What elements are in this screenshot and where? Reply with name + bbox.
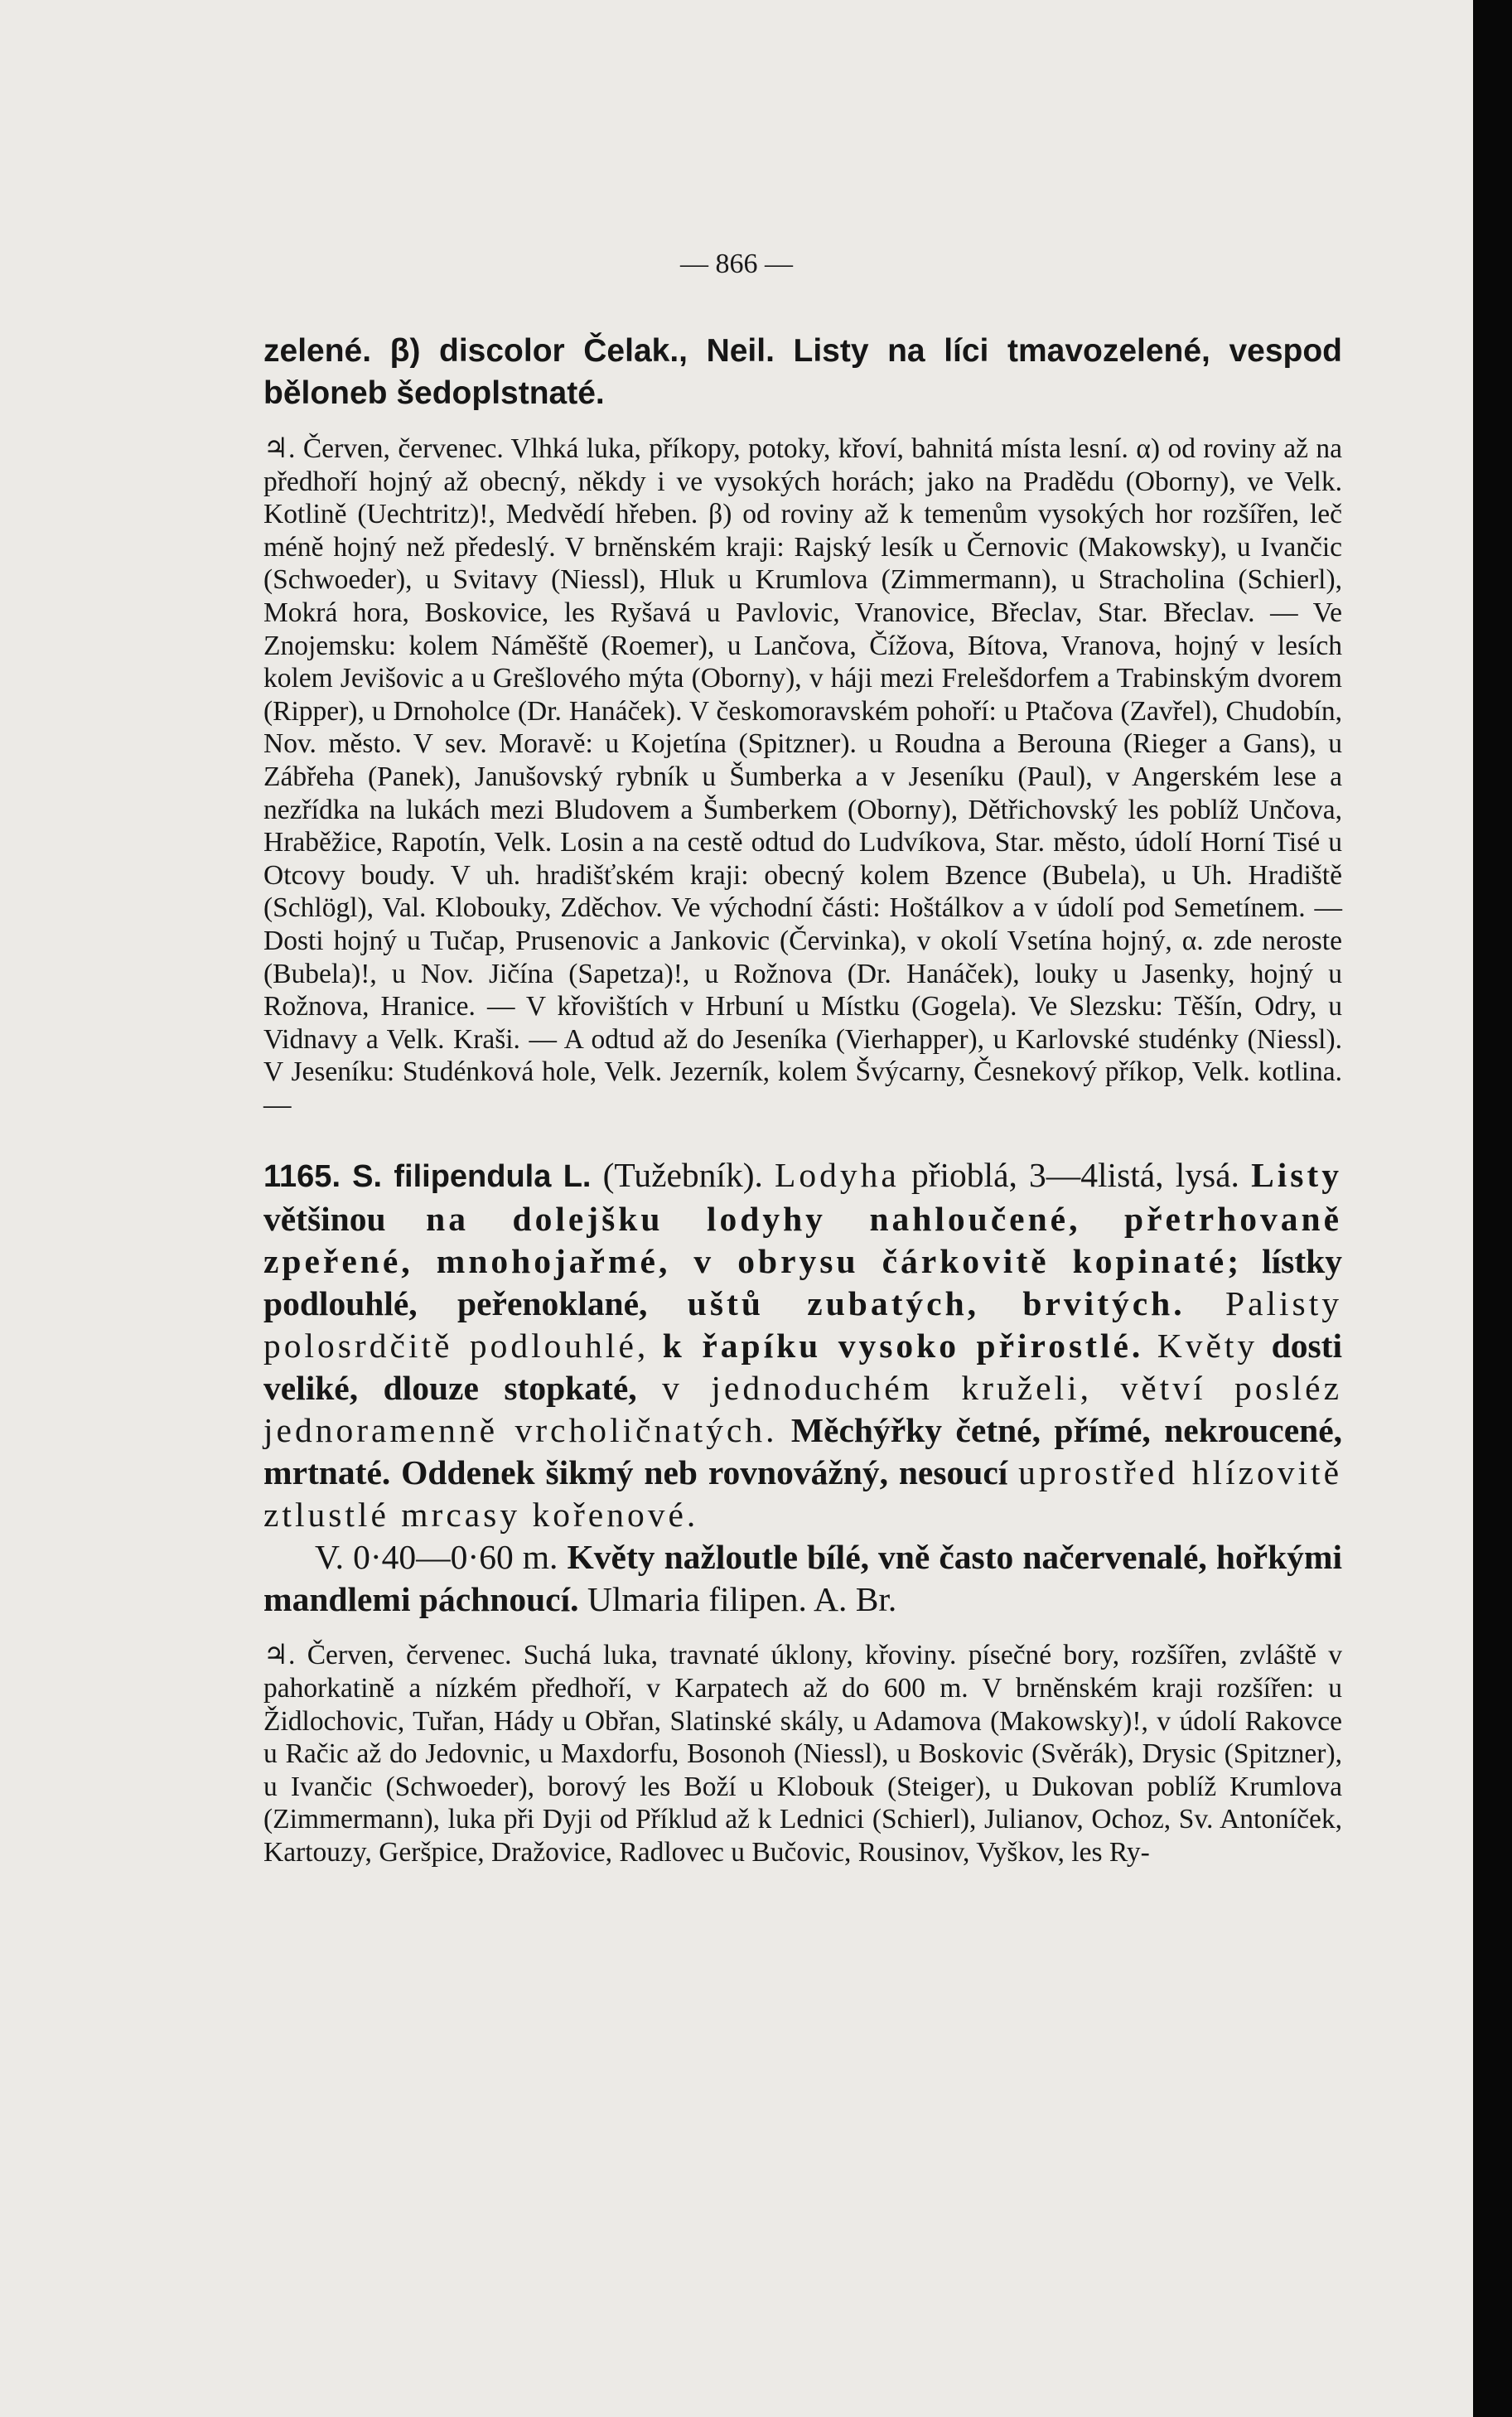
species-name: S. filipendula L. — [352, 1159, 592, 1195]
habitat-distribution-text: ♃. Červen, červenec. Vlhká luka, příkopy, potoky, křoví, bahnitá místa lesní. α) od roviny až na předhoří hojný až obecný, někdy i ve vysokých horách; jako na Pradědu (Oborny), ve Velk. Kotlině (Uechtritz)!, Medvědí hřeben. β) od roviny až k temenům vysokých hor rozšířen, leč méně hojný než předeslý. V brněnském kraji: Rajský lesík u Černovic (Makowsky), u Ivančic (Schwoeder), u Svitavy (Niessl), Hluk u Krumlova (Zimmermann), u Stracholina (Schierl), Mokrá hora, Boskovice, les Ryšavá u Pavlovic, Vranovice, Břeclav, Star. Břeclav. — Ve Znojemsku: kolem Náměště (Roemer), u Lančova, Čížova, Bítova, Vranova, hojný v lesích kolem Jevišovic a u Grešlového mýta (Oborny), v háji mezi Frelešdorfem a Trabinským dvorem (Ripper), u Drnoholce (Dr. Hanáček). V českomoravském pohoří: u Ptačova (Zavřel), Chudobín, Nov. město. V sev. Moravě: u Kojetína (Spitzner). u Roudna a Berouna (Rieger a Gans), u Zábřeha (Panek), Janušovský rybník u Šumberka a v Jeseníku (Paul), v Angerském lese a nezřídka na lukách mezi Bludovem a Šumberkem (Oborny), Dětřichovský les poblíž Unčova, Hraběžice, Rapotín, Velk. Losin a na cestě odtud do Ludvíkova, Star. město, údolí Horní Tisé u Otcovy boudy. V uh. hradišťském kraji: obecný kolem Bzence (Bubela), u Uh. Hradiště (Schlögl), Val. Klobouky, Zděchov. Ve východní části: Hoštálkov a v údolí pod Semetínem. — Dosti hojný u Tučap, Prusenovic a Jankovic (Červinka), v okolí Vsetína hojný, α. zde neroste (Bubela)!, u Nov. Jičína (Sapetza)!, u Rožnova (Dr. Hanáček), louky u Jasenky, hojný u Rožnova, Hranice. — V křovištích v Hrbuní u Místku (Gogela). Ve Slezsku: Těšín, Odry, u Vidnavy a Velk. Kraši. — A odtud až do Jeseníka (Vierhapper), u Karlovské studénky (Niessl). V Jeseníku: Studénková hole, Velk. Jezerník, kolem Švýcarny, Česnekový příkop, Velk. kotlina. — — [263, 433, 1342, 1120]
desc-listky: lístky podlouhlé, peřenoklané, — [263, 1242, 1342, 1323]
desc-palisty: Palisty — [1225, 1284, 1342, 1323]
desc-ustu: uštů zubatých, brvitých. — [687, 1284, 1186, 1323]
continuation-paragraph — [263, 433, 1342, 1121]
distribution-text: ♃. Červen, červenec. Suchá luka, travnaté úklony, křoviny. písečné bory, rozšířen, zvláště v pahorkatině a nízkém předhoří, v Karpatech až do 600 m. V brněnském kraji rozšířen: u Židlochovic, Tuřan, Hády u Obřan, Slatinské skály, u Adamova (Makowsky)!, v údolí Rakovce u Račic až do Jedovnic, u Maxdorfu, Bosonoh (Niessl), u Boskovic (Svěrák), Drysic (Spitzner), u Ivančic (Schwoeder), borový les Boží u Klobouk (Steiger), u Dukovan poblíž Krumlova (Zimmermann), luka při Dyji od Příklud až k Lednici (Schierl), Julianov, Ochoz, Sv. Antoníček, Kartouzy, Geršpice, Dražovice, Radlovec u Bučovic, Rousinov, Vyškov, les Ry- — [263, 1640, 1342, 1868]
desc-kvety-detail: dosti veliké, dlouze stopkaté, — [263, 1327, 1342, 1408]
scan-gutter — [1473, 0, 1512, 2417]
distribution-paragraph — [263, 1639, 1342, 1868]
common-name: (Tužebník). — [602, 1156, 763, 1195]
plant-size: V. 0·40—0·60 m. — [315, 1538, 558, 1577]
desc-kruzel: v jednoduchém kruželi, větví posléz jednoramenně vrcholičnatých. — [263, 1369, 1343, 1450]
desc-mrcasy: uprostřed hlízovitě ztlustlé mrcasy kořenové. — [263, 1453, 1342, 1535]
desc-lodyha-detail: přioblá, 3—4listá, lysá. — [911, 1156, 1239, 1195]
desc-vetsinou: většinou — [263, 1200, 386, 1239]
desc-lodyha: Lodyha — [775, 1156, 900, 1195]
desc-mechyrky: Měchýřky četné, přímé, nekroucené, mrtnaté. Oddenek šikmý neb rovnovážný, nesoucí — [263, 1411, 1342, 1492]
continuation-heading: zelené. β) discolor Čelak., Neil. Listy na líci tmavozelené, vespod běloneb šedoplstnaté. — [263, 333, 1342, 411]
desc-rapik: k řapíku vysoko přirostlé. — [662, 1327, 1144, 1366]
desc-listy-detail: na dolejšku lodyhy nahloučené, přetrhovaně zpeřené, mnohojařmé, v obrysu čárkovitě kopinaté; — [263, 1200, 1342, 1281]
desc-listy: Listy — [1251, 1156, 1342, 1195]
synonym: Ulmaria filipen. A. Br. — [587, 1580, 897, 1619]
desc-palisty-detail: polosrdčitě podlouhlé, — [263, 1327, 650, 1366]
flower-description: Květy nažloutle bílé, vně často načervenalé, hořkými mandlemi páchnoucí. — [263, 1538, 1343, 1619]
species-entry-1165 — [263, 1154, 1342, 1536]
entry-number: 1165. — [263, 1159, 341, 1195]
desc-kvety: Květy — [1157, 1327, 1258, 1366]
species-size-line — [263, 1536, 1342, 1621]
page-body — [263, 330, 1342, 1869]
page-number: — 866 — — [680, 249, 793, 279]
